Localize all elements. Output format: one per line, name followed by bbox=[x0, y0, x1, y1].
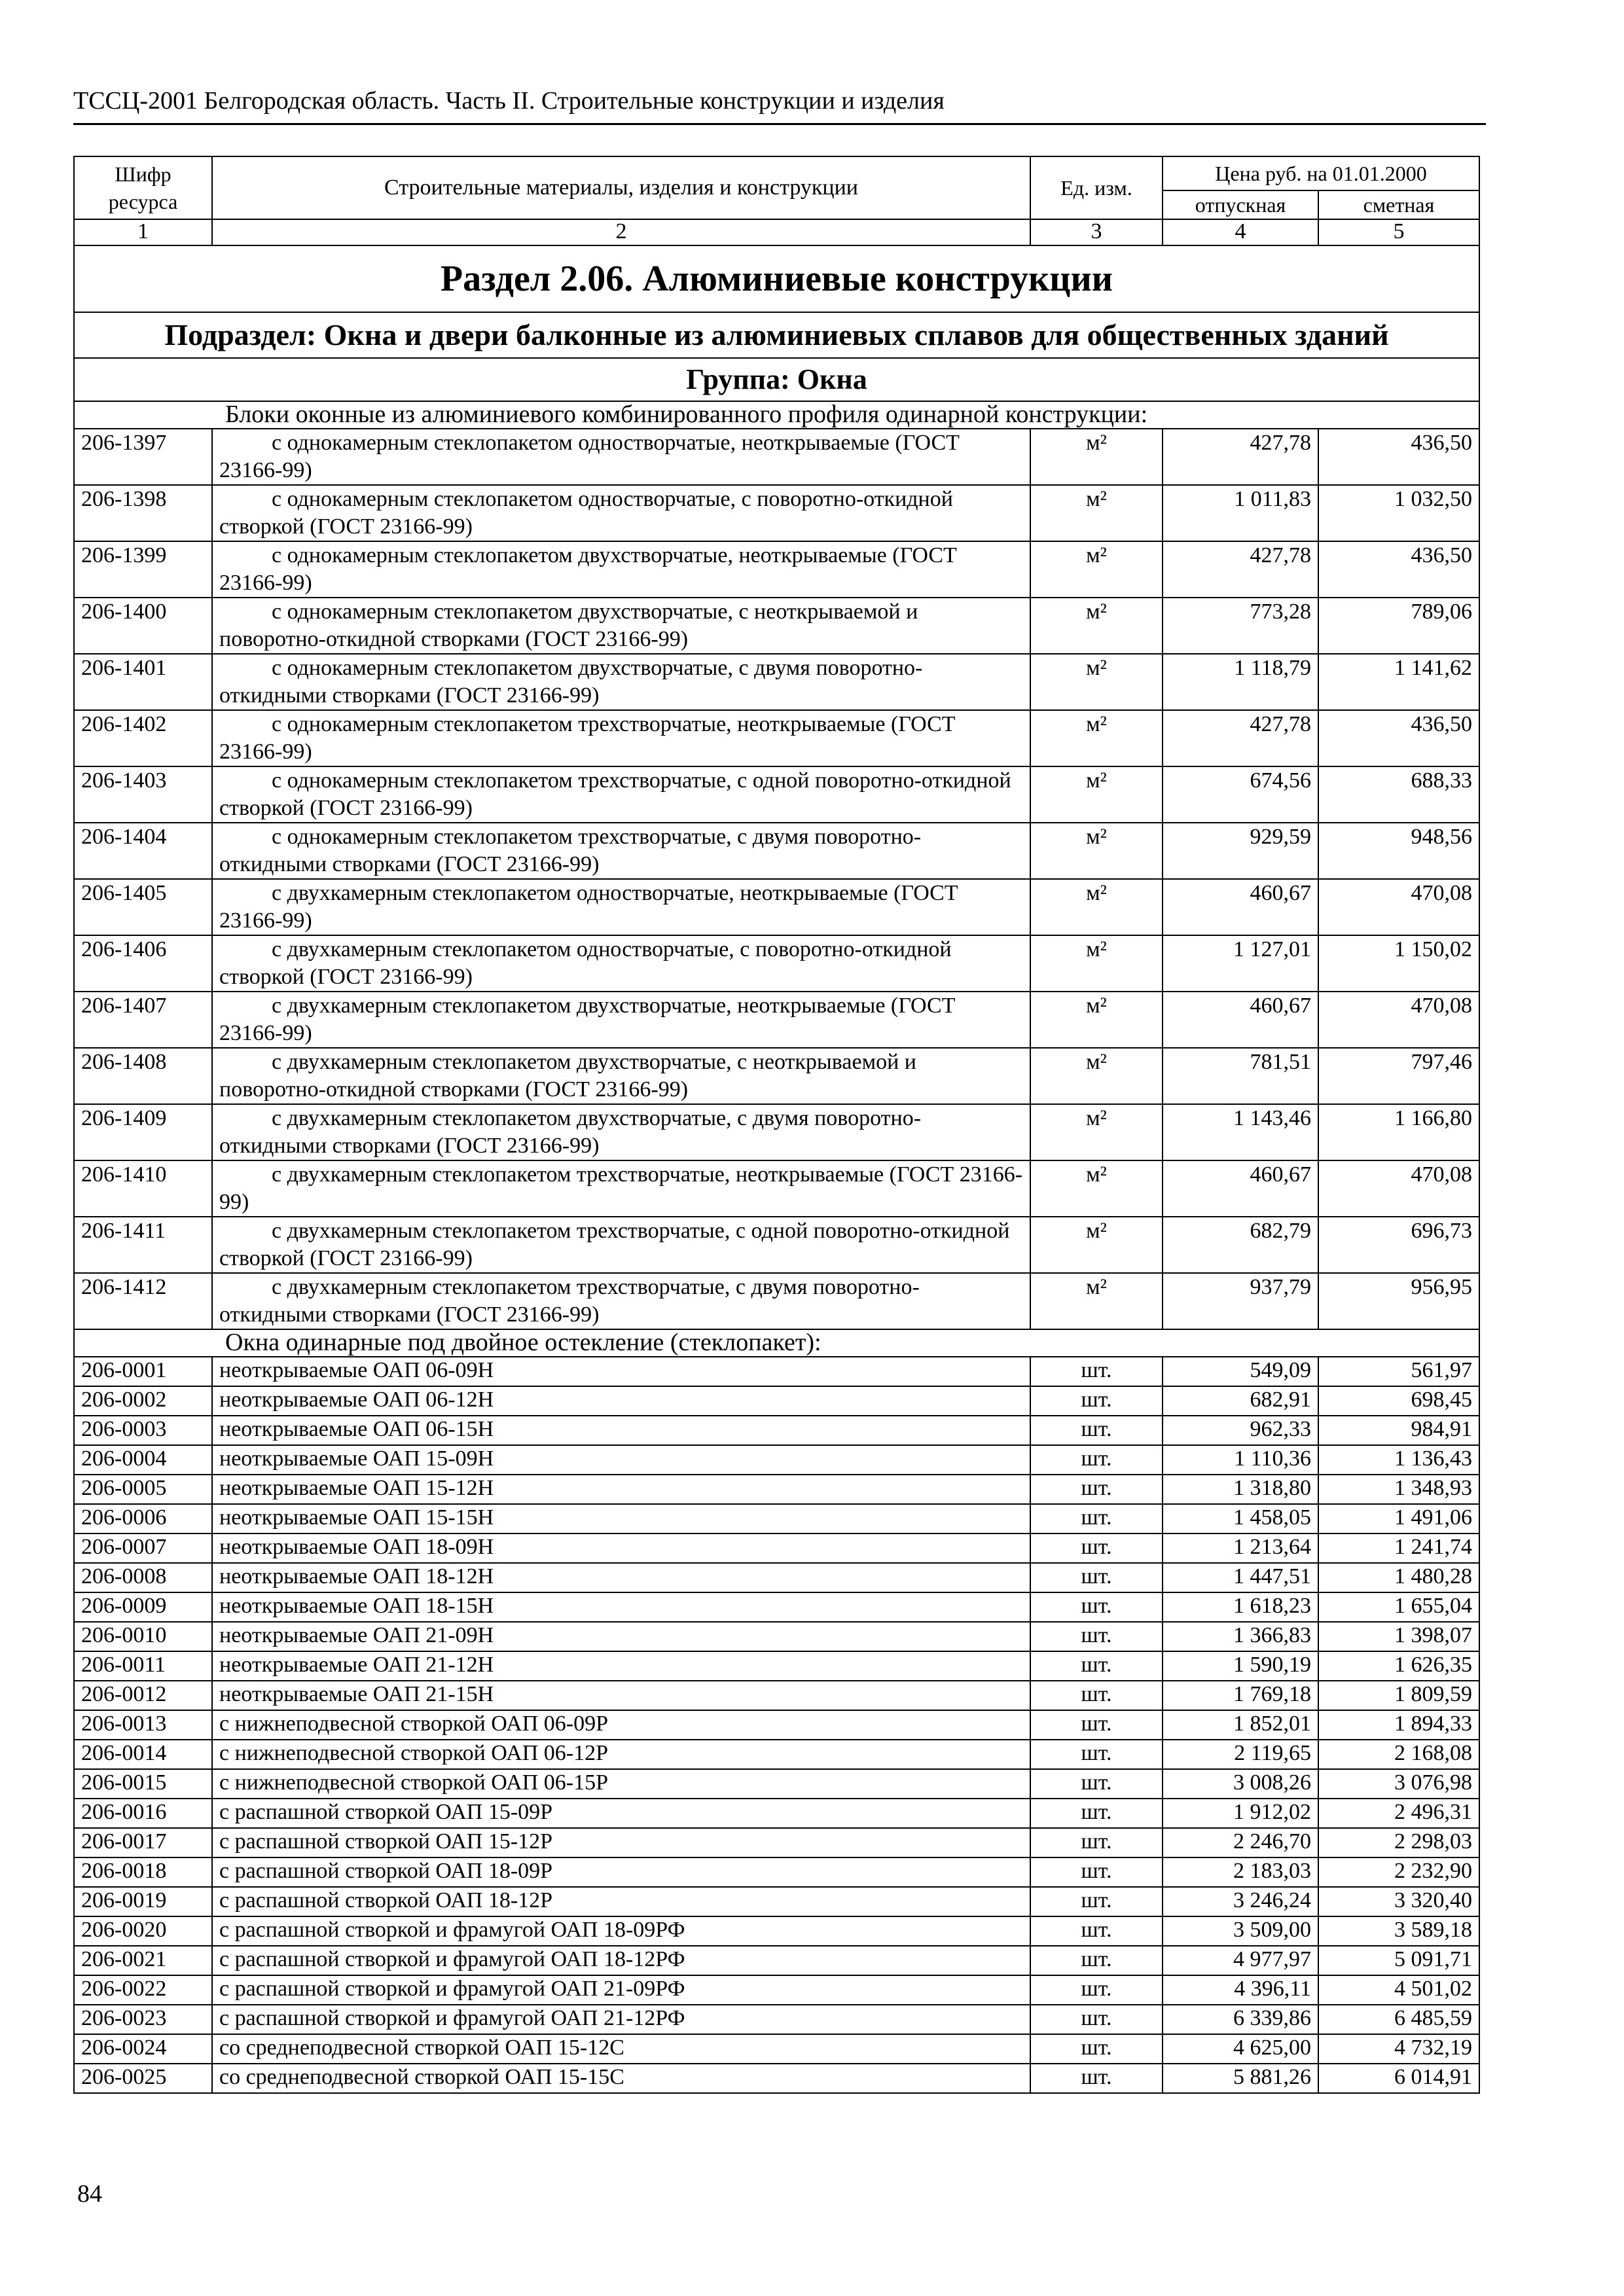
resource-code: 206-0005 bbox=[74, 1475, 212, 1504]
table-row bbox=[74, 1357, 1479, 1386]
unit-of-measure: шт. bbox=[1030, 1386, 1163, 1416]
table-row bbox=[74, 1273, 1479, 1329]
resource-name: неоткрываемые ОАП 06-15Н bbox=[212, 1416, 1030, 1445]
table-row bbox=[74, 710, 1479, 766]
resource-name: неоткрываемые ОАП 21-12Н bbox=[212, 1651, 1030, 1681]
header-unit: Ед. изм. bbox=[1030, 156, 1163, 219]
resource-code: 206-0022 bbox=[74, 1975, 212, 2005]
resource-code: 206-1402 bbox=[74, 710, 212, 766]
resource-code: 206-0001 bbox=[74, 1357, 212, 1386]
estimate-price: 561,97 bbox=[1318, 1357, 1479, 1386]
resource-name: со среднеподвесной створкой ОАП 15-15С bbox=[212, 2064, 1030, 2093]
release-price: 1 213,64 bbox=[1163, 1534, 1318, 1563]
resource-code: 206-1403 bbox=[74, 766, 212, 823]
table-row bbox=[74, 2064, 1479, 2093]
page-number: 84 bbox=[77, 2180, 102, 2208]
release-price: 773,28 bbox=[1163, 598, 1318, 654]
unit-of-measure: м² bbox=[1030, 935, 1163, 992]
table-row bbox=[74, 766, 1479, 823]
estimate-price: 470,08 bbox=[1318, 879, 1479, 935]
release-price: 460,67 bbox=[1163, 879, 1318, 935]
unit-of-measure: м² bbox=[1030, 1048, 1163, 1104]
unit-of-measure: шт. bbox=[1030, 1975, 1163, 2005]
resource-name: неоткрываемые ОАП 18-15Н bbox=[212, 1592, 1030, 1622]
table-row bbox=[74, 1828, 1479, 1857]
resource-name: с однокамерным стеклопакетом одностворчатые, неоткрываемые (ГОСТ 23166-99) bbox=[212, 429, 1030, 485]
table-row bbox=[74, 2005, 1479, 2034]
estimate-price: 948,56 bbox=[1318, 823, 1479, 879]
table-row bbox=[74, 879, 1479, 935]
resource-code: 206-0014 bbox=[74, 1740, 212, 1769]
estimate-price: 470,08 bbox=[1318, 1160, 1479, 1217]
estimate-price: 2 496,31 bbox=[1318, 1799, 1479, 1828]
release-price: 1 127,01 bbox=[1163, 935, 1318, 992]
table-row bbox=[74, 1710, 1479, 1740]
release-price: 1 366,83 bbox=[1163, 1622, 1318, 1651]
group-title: Группа: Окна bbox=[74, 358, 1479, 401]
column-number: 2 bbox=[212, 219, 1030, 245]
category-row bbox=[74, 1329, 1479, 1357]
release-price: 3 246,24 bbox=[1163, 1887, 1318, 1916]
estimate-price: 5 091,71 bbox=[1318, 1946, 1479, 1975]
resource-name: неоткрываемые ОАП 21-09Н bbox=[212, 1622, 1030, 1651]
table-row bbox=[74, 1622, 1479, 1651]
resource-code: 206-1401 bbox=[74, 654, 212, 710]
table-row bbox=[74, 1475, 1479, 1504]
resource-name: с однокамерным стеклопакетом трехстворчатые, с двумя поворотно-откидными створками (ГОСТ 23166-99) bbox=[212, 823, 1030, 879]
unit-of-measure: шт. bbox=[1030, 1681, 1163, 1710]
resource-code: 206-0006 bbox=[74, 1504, 212, 1534]
table-row bbox=[74, 1563, 1479, 1592]
column-number: 4 bbox=[1163, 219, 1318, 245]
resource-code: 206-0010 bbox=[74, 1622, 212, 1651]
resource-code: 206-0007 bbox=[74, 1534, 212, 1563]
release-price: 682,79 bbox=[1163, 1217, 1318, 1273]
document-title: ТССЦ-2001 Белгородская область. Часть II. Строительные конструкции и изделия bbox=[73, 87, 945, 115]
group-row bbox=[74, 358, 1479, 401]
resource-name: с распашной створкой и фрамугой ОАП 21-09РФ bbox=[212, 1975, 1030, 2005]
unit-of-measure: шт. bbox=[1030, 1592, 1163, 1622]
resource-code: 206-1407 bbox=[74, 992, 212, 1048]
estimate-price: 4 501,02 bbox=[1318, 1975, 1479, 2005]
resource-code: 206-0025 bbox=[74, 2064, 212, 2093]
estimate-price: 1 398,07 bbox=[1318, 1622, 1479, 1651]
resource-code: 206-0020 bbox=[74, 1916, 212, 1946]
estimate-price: 1 150,02 bbox=[1318, 935, 1479, 992]
resource-code: 206-1400 bbox=[74, 598, 212, 654]
release-price: 1 110,36 bbox=[1163, 1445, 1318, 1475]
header-release-price: отпускная bbox=[1163, 190, 1318, 219]
resource-name: с распашной створкой ОАП 15-09Р bbox=[212, 1799, 1030, 1828]
resource-name: с двухкамерным стеклопакетом трехстворчатые, неоткрываемые (ГОСТ 23166-99) bbox=[212, 1160, 1030, 1217]
table-row bbox=[74, 1592, 1479, 1622]
table-row bbox=[74, 1740, 1479, 1769]
resource-name: неоткрываемые ОАП 21-15Н bbox=[212, 1681, 1030, 1710]
resource-code: 206-0012 bbox=[74, 1681, 212, 1710]
resource-code: 206-1397 bbox=[74, 429, 212, 485]
unit-of-measure: шт. bbox=[1030, 1357, 1163, 1386]
estimate-price: 1 141,62 bbox=[1318, 654, 1479, 710]
table-row bbox=[74, 1857, 1479, 1887]
release-price: 674,56 bbox=[1163, 766, 1318, 823]
release-price: 1 143,46 bbox=[1163, 1104, 1318, 1160]
resource-name: с двухкамерным стеклопакетом двухстворчатые, с двумя поворотно-откидными створками (ГОСТ 23166-99) bbox=[212, 1104, 1030, 1160]
column-number: 5 bbox=[1318, 219, 1479, 245]
estimate-price: 2 298,03 bbox=[1318, 1828, 1479, 1857]
unit-of-measure: м² bbox=[1030, 1217, 1163, 1273]
resource-code: 206-1399 bbox=[74, 541, 212, 598]
unit-of-measure: м² bbox=[1030, 654, 1163, 710]
table-row bbox=[74, 1416, 1479, 1445]
release-price: 1 458,05 bbox=[1163, 1504, 1318, 1534]
unit-of-measure: шт. bbox=[1030, 1416, 1163, 1445]
estimate-price: 789,06 bbox=[1318, 598, 1479, 654]
resource-code: 206-1404 bbox=[74, 823, 212, 879]
table-row bbox=[74, 1975, 1479, 2005]
release-price: 460,67 bbox=[1163, 1160, 1318, 1217]
resource-name: с распашной створкой ОАП 15-12Р bbox=[212, 1828, 1030, 1857]
unit-of-measure: м² bbox=[1030, 485, 1163, 541]
estimate-price: 1 166,80 bbox=[1318, 1104, 1479, 1160]
price-table bbox=[73, 156, 1480, 2094]
release-price: 549,09 bbox=[1163, 1357, 1318, 1386]
resource-code: 206-0016 bbox=[74, 1799, 212, 1828]
resource-code: 206-0017 bbox=[74, 1828, 212, 1857]
table-row bbox=[74, 2034, 1479, 2064]
estimate-price: 3 320,40 bbox=[1318, 1887, 1479, 1916]
unit-of-measure: шт. bbox=[1030, 1769, 1163, 1799]
resource-code: 206-0002 bbox=[74, 1386, 212, 1416]
estimate-price: 1 491,06 bbox=[1318, 1504, 1479, 1534]
column-number: 3 bbox=[1030, 219, 1163, 245]
unit-of-measure: м² bbox=[1030, 598, 1163, 654]
table-row bbox=[74, 1386, 1479, 1416]
unit-of-measure: м² bbox=[1030, 1104, 1163, 1160]
release-price: 427,78 bbox=[1163, 429, 1318, 485]
table-header-row bbox=[74, 156, 1479, 190]
unit-of-measure: м² bbox=[1030, 710, 1163, 766]
unit-of-measure: шт. bbox=[1030, 1710, 1163, 1740]
resource-name: с однокамерным стеклопакетом двухстворчатые, с неоткрываемой и поворотно-откидной створками (ГОСТ 23166-99) bbox=[212, 598, 1030, 654]
estimate-price: 984,91 bbox=[1318, 1416, 1479, 1445]
resource-name: неоткрываемые ОАП 18-12Н bbox=[212, 1563, 1030, 1592]
resource-code: 206-0004 bbox=[74, 1445, 212, 1475]
table-row bbox=[74, 1916, 1479, 1946]
release-price: 2 183,03 bbox=[1163, 1857, 1318, 1887]
estimate-price: 696,73 bbox=[1318, 1217, 1479, 1273]
resource-code: 206-0021 bbox=[74, 1946, 212, 1975]
resource-name: с распашной створкой ОАП 18-09Р bbox=[212, 1857, 1030, 1887]
resource-name: с распашной створкой и фрамугой ОАП 21-12РФ bbox=[212, 2005, 1030, 2034]
estimate-price: 3 076,98 bbox=[1318, 1769, 1479, 1799]
release-price: 4 625,00 bbox=[1163, 2034, 1318, 2064]
release-price: 427,78 bbox=[1163, 710, 1318, 766]
resource-code: 206-0015 bbox=[74, 1769, 212, 1799]
price-table-body bbox=[74, 156, 1479, 2093]
resource-code: 206-0008 bbox=[74, 1563, 212, 1592]
release-price: 3 509,00 bbox=[1163, 1916, 1318, 1946]
column-number-row bbox=[74, 219, 1479, 245]
estimate-price: 2 168,08 bbox=[1318, 1740, 1479, 1769]
subsection-row bbox=[74, 312, 1479, 358]
release-price: 2 119,65 bbox=[1163, 1740, 1318, 1769]
category-row bbox=[74, 401, 1479, 429]
unit-of-measure: м² bbox=[1030, 429, 1163, 485]
resource-name: с нижнеподвесной створкой ОАП 06-12Р bbox=[212, 1740, 1030, 1769]
estimate-price: 1 626,35 bbox=[1318, 1651, 1479, 1681]
header-name: Строительные материалы, изделия и конструкции bbox=[212, 156, 1030, 219]
table-row bbox=[74, 1681, 1479, 1710]
resource-name: с однокамерным стеклопакетом двухстворчатые, неоткрываемые (ГОСТ 23166-99) bbox=[212, 541, 1030, 598]
unit-of-measure: шт. bbox=[1030, 1857, 1163, 1887]
estimate-price: 2 232,90 bbox=[1318, 1857, 1479, 1887]
unit-of-measure: шт. bbox=[1030, 1740, 1163, 1769]
release-price: 1 769,18 bbox=[1163, 1681, 1318, 1710]
release-price: 937,79 bbox=[1163, 1273, 1318, 1329]
unit-of-measure: м² bbox=[1030, 541, 1163, 598]
unit-of-measure: шт. bbox=[1030, 1445, 1163, 1475]
table-row bbox=[74, 1104, 1479, 1160]
estimate-price: 1 655,04 bbox=[1318, 1592, 1479, 1622]
table-row bbox=[74, 1651, 1479, 1681]
estimate-price: 1 480,28 bbox=[1318, 1563, 1479, 1592]
release-price: 1 011,83 bbox=[1163, 485, 1318, 541]
release-price: 1 318,80 bbox=[1163, 1475, 1318, 1504]
column-number: 1 bbox=[74, 219, 212, 245]
release-price: 1 852,01 bbox=[1163, 1710, 1318, 1740]
estimate-price: 6 014,91 bbox=[1318, 2064, 1479, 2093]
table-row bbox=[74, 485, 1479, 541]
unit-of-measure: шт. bbox=[1030, 1946, 1163, 1975]
unit-of-measure: шт. bbox=[1030, 1475, 1163, 1504]
release-price: 2 246,70 bbox=[1163, 1828, 1318, 1857]
resource-code: 206-0023 bbox=[74, 2005, 212, 2034]
unit-of-measure: м² bbox=[1030, 992, 1163, 1048]
estimate-price: 6 485,59 bbox=[1318, 2005, 1479, 2034]
resource-name: неоткрываемые ОАП 18-09Н bbox=[212, 1534, 1030, 1563]
category-title: Блоки оконные из алюминиевого комбинированного профиля одинарной конструкции: bbox=[74, 401, 1479, 429]
release-price: 962,33 bbox=[1163, 1416, 1318, 1445]
resource-name: с распашной створкой и фрамугой ОАП 18-12РФ bbox=[212, 1946, 1030, 1975]
table-row bbox=[74, 1769, 1479, 1799]
release-price: 929,59 bbox=[1163, 823, 1318, 879]
release-price: 6 339,86 bbox=[1163, 2005, 1318, 2034]
estimate-price: 1 348,93 bbox=[1318, 1475, 1479, 1504]
unit-of-measure: м² bbox=[1030, 879, 1163, 935]
unit-of-measure: м² bbox=[1030, 1273, 1163, 1329]
table-row bbox=[74, 1445, 1479, 1475]
estimate-price: 688,33 bbox=[1318, 766, 1479, 823]
resource-code: 206-0019 bbox=[74, 1887, 212, 1916]
release-price: 427,78 bbox=[1163, 541, 1318, 598]
resource-name: неоткрываемые ОАП 06-09Н bbox=[212, 1357, 1030, 1386]
estimate-price: 698,45 bbox=[1318, 1386, 1479, 1416]
resource-code: 206-0009 bbox=[74, 1592, 212, 1622]
resource-name: с двухкамерным стеклопакетом двухстворчатые, с неоткрываемой и поворотно-откидной створками (ГОСТ 23166-99) bbox=[212, 1048, 1030, 1104]
release-price: 3 008,26 bbox=[1163, 1769, 1318, 1799]
table-row bbox=[74, 935, 1479, 992]
resource-code: 206-1410 bbox=[74, 1160, 212, 1217]
resource-name: неоткрываемые ОАП 15-15Н bbox=[212, 1504, 1030, 1534]
resource-code: 206-1398 bbox=[74, 485, 212, 541]
header-price: Цена руб. на 01.01.2000 bbox=[1163, 156, 1479, 190]
release-price: 1 590,19 bbox=[1163, 1651, 1318, 1681]
resource-name: с нижнеподвесной створкой ОАП 06-15Р bbox=[212, 1769, 1030, 1799]
table-row bbox=[74, 598, 1479, 654]
unit-of-measure: м² bbox=[1030, 1160, 1163, 1217]
resource-name: с двухкамерным стеклопакетом одностворчатые, с поворотно-откидной створкой (ГОСТ 23166-99) bbox=[212, 935, 1030, 992]
section-title: Раздел 2.06. Алюминиевые конструкции bbox=[74, 245, 1479, 312]
resource-name: с двухкамерным стеклопакетом трехстворчатые, с двумя поворотно-откидными створками (ГОСТ 23166-99) bbox=[212, 1273, 1030, 1329]
release-price: 5 881,26 bbox=[1163, 2064, 1318, 2093]
unit-of-measure: шт. bbox=[1030, 1916, 1163, 1946]
resource-code: 206-0024 bbox=[74, 2034, 212, 2064]
table-row bbox=[74, 429, 1479, 485]
unit-of-measure: шт. bbox=[1030, 2005, 1163, 2034]
unit-of-measure: шт. bbox=[1030, 1504, 1163, 1534]
estimate-price: 797,46 bbox=[1318, 1048, 1479, 1104]
estimate-price: 4 732,19 bbox=[1318, 2034, 1479, 2064]
resource-name: со среднеподвесной створкой ОАП 15-12С bbox=[212, 2034, 1030, 2064]
resource-code: 206-0018 bbox=[74, 1857, 212, 1887]
table-row bbox=[74, 1946, 1479, 1975]
section-row bbox=[74, 245, 1479, 312]
release-price: 781,51 bbox=[1163, 1048, 1318, 1104]
unit-of-measure: шт. bbox=[1030, 1534, 1163, 1563]
resource-name: с двухкамерным стеклопакетом трехстворчатые, с одной поворотно-откидной створкой (ГОСТ 23166-99) bbox=[212, 1217, 1030, 1273]
unit-of-measure: шт. bbox=[1030, 1828, 1163, 1857]
unit-of-measure: шт. bbox=[1030, 1887, 1163, 1916]
table-row bbox=[74, 1048, 1479, 1104]
table-row bbox=[74, 1799, 1479, 1828]
table-row bbox=[74, 1534, 1479, 1563]
unit-of-measure: м² bbox=[1030, 766, 1163, 823]
resource-name: с нижнеподвесной створкой ОАП 06-09Р bbox=[212, 1710, 1030, 1740]
release-price: 1 618,23 bbox=[1163, 1592, 1318, 1622]
unit-of-measure: м² bbox=[1030, 823, 1163, 879]
release-price: 4 977,97 bbox=[1163, 1946, 1318, 1975]
resource-name: с двухкамерным стеклопакетом двухстворчатые, неоткрываемые (ГОСТ 23166-99) bbox=[212, 992, 1030, 1048]
release-price: 460,67 bbox=[1163, 992, 1318, 1048]
estimate-price: 956,95 bbox=[1318, 1273, 1479, 1329]
unit-of-measure: шт. bbox=[1030, 1651, 1163, 1681]
page-header bbox=[73, 86, 1486, 125]
header-estimate-price: сметная bbox=[1318, 190, 1479, 219]
release-price: 1 118,79 bbox=[1163, 654, 1318, 710]
resource-name: с распашной створкой и фрамугой ОАП 18-09РФ bbox=[212, 1916, 1030, 1946]
estimate-price: 1 894,33 bbox=[1318, 1710, 1479, 1740]
resource-code: 206-1408 bbox=[74, 1048, 212, 1104]
category-title: Окна одинарные под двойное остекление (стеклопакет): bbox=[74, 1329, 1479, 1357]
release-price: 682,91 bbox=[1163, 1386, 1318, 1416]
table-row bbox=[74, 992, 1479, 1048]
unit-of-measure: шт. bbox=[1030, 2064, 1163, 2093]
resource-code: 206-1411 bbox=[74, 1217, 212, 1273]
estimate-price: 1 032,50 bbox=[1318, 485, 1479, 541]
table-row bbox=[74, 1217, 1479, 1273]
table-row bbox=[74, 541, 1479, 598]
resource-name: с однокамерным стеклопакетом двухстворчатые, с двумя поворотно-откидными створками (ГОСТ 23166-99) bbox=[212, 654, 1030, 710]
resource-code: 206-1405 bbox=[74, 879, 212, 935]
release-price: 4 396,11 bbox=[1163, 1975, 1318, 2005]
unit-of-measure: шт. bbox=[1030, 2034, 1163, 2064]
resource-name: с двухкамерным стеклопакетом одностворчатые, неоткрываемые (ГОСТ 23166-99) bbox=[212, 879, 1030, 935]
subsection-title: Подраздел: Окна и двери балконные из алюминиевых сплавов для общественных зданий bbox=[74, 312, 1479, 358]
resource-name: с однокамерным стеклопакетом трехстворчатые, с одной поворотно-откидной створкой (ГОСТ 23166-99) bbox=[212, 766, 1030, 823]
unit-of-measure: шт. bbox=[1030, 1563, 1163, 1592]
estimate-price: 3 589,18 bbox=[1318, 1916, 1479, 1946]
resource-code: 206-1412 bbox=[74, 1273, 212, 1329]
estimate-price: 1 136,43 bbox=[1318, 1445, 1479, 1475]
estimate-price: 436,50 bbox=[1318, 710, 1479, 766]
release-price: 1 447,51 bbox=[1163, 1563, 1318, 1592]
estimate-price: 470,08 bbox=[1318, 992, 1479, 1048]
resource-code: 206-0013 bbox=[74, 1710, 212, 1740]
resource-name: с однокамерным стеклопакетом одностворчатые, с поворотно-откидной створкой (ГОСТ 23166-99) bbox=[212, 485, 1030, 541]
table-row bbox=[74, 1504, 1479, 1534]
resource-name: неоткрываемые ОАП 15-12Н bbox=[212, 1475, 1030, 1504]
estimate-price: 436,50 bbox=[1318, 541, 1479, 598]
resource-code: 206-1409 bbox=[74, 1104, 212, 1160]
resource-name: неоткрываемые ОАП 06-12Н bbox=[212, 1386, 1030, 1416]
estimate-price: 1 809,59 bbox=[1318, 1681, 1479, 1710]
table-row bbox=[74, 1887, 1479, 1916]
table-row bbox=[74, 1160, 1479, 1217]
release-price: 1 912,02 bbox=[1163, 1799, 1318, 1828]
table-row bbox=[74, 823, 1479, 879]
estimate-price: 1 241,74 bbox=[1318, 1534, 1479, 1563]
unit-of-measure: шт. bbox=[1030, 1799, 1163, 1828]
resource-code: 206-0003 bbox=[74, 1416, 212, 1445]
resource-name: неоткрываемые ОАП 15-09Н bbox=[212, 1445, 1030, 1475]
estimate-price: 436,50 bbox=[1318, 429, 1479, 485]
resource-name: с однокамерным стеклопакетом трехстворчатые, неоткрываемые (ГОСТ 23166-99) bbox=[212, 710, 1030, 766]
resource-code: 206-0011 bbox=[74, 1651, 212, 1681]
resource-name: с распашной створкой ОАП 18-12Р bbox=[212, 1887, 1030, 1916]
resource-code: 206-1406 bbox=[74, 935, 212, 992]
unit-of-measure: шт. bbox=[1030, 1622, 1163, 1651]
header-code: Шифр ресурса bbox=[74, 156, 212, 219]
table-row bbox=[74, 654, 1479, 710]
